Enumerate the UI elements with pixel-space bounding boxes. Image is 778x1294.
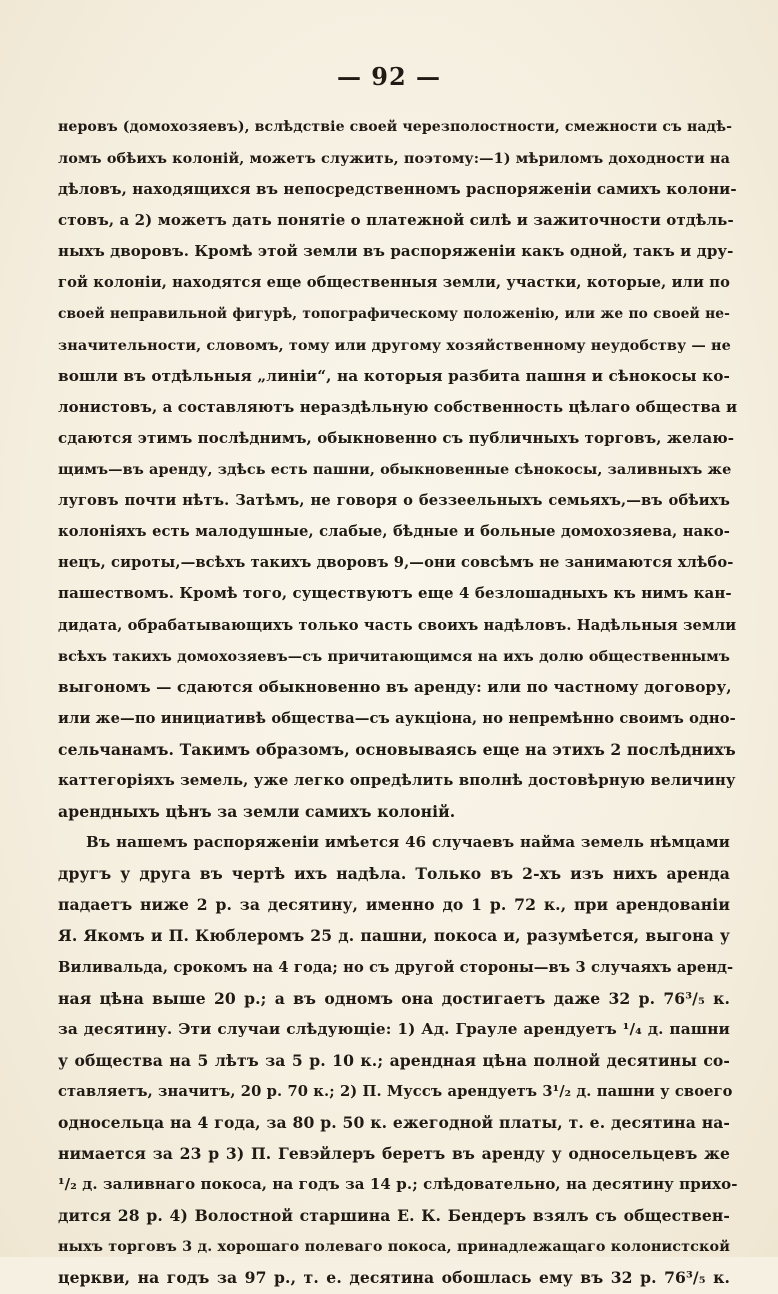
text-line: ныхъ дворовъ. Кромѣ этой земли въ распоряженіи какъ одной, такъ и дру-: [58, 242, 734, 261]
text-line: нимается за 23 р 3) П. Гевэйлеръ беретъ въ аренду у односельцевъ же: [58, 1144, 730, 1164]
page-number: — 92 —: [336, 62, 442, 91]
text-line: неровъ (домохозяевъ), вслѣдствіе своей черезполостности, смежности съ надѣ-: [58, 119, 733, 135]
text-line: ломъ обѣихъ колоній, можетъ служить, поэтому:—1) мѣриломъ доходности на: [58, 150, 730, 168]
text-line: выгономъ — сдаются обыкновенно въ аренду: или по частному договору,: [58, 677, 732, 696]
text-line: луговъ почти нѣтъ. Затѣмъ, не говоря о беззеельныхъ семьяхъ,—въ обѣихъ: [58, 492, 730, 510]
text-line: лонистовъ, а составляютъ нераздѣльную собственность цѣлаго общества и: [58, 397, 738, 416]
text-line: дидата, обрабатывающихъ только часть своихъ надѣловъ. Надѣльныя земли: [58, 616, 737, 634]
text-line: всѣхъ такихъ домохозяевъ—съ причитающимся на ихъ долю общественнымъ: [58, 647, 730, 665]
text-line: ¹/₂ д. заливнаго покоса, на годъ за 14 р.; слѣдовательно, на десятину прихо-: [58, 1175, 738, 1194]
text-line: стовъ, а 2) можетъ дать понятіе о платежной силѣ и зажиточности отдѣль-: [58, 211, 734, 230]
text-line: щимъ—въ аренду, здѣсь есть пашни, обыкновенные сѣнокосы, заливныхъ же: [58, 461, 732, 479]
text-line: Я. Якомъ и П. Кюблеромъ 25 д. пашни, покоса и, разумѣется, выгона у: [58, 926, 730, 946]
text-line: гой колоніи, находятся еще общественныя земли, участки, которые, или по: [58, 274, 730, 292]
text-line: пашествомъ. Кромѣ того, существуютъ еще 4 безлошадныхъ къ нимъ кан-: [58, 584, 732, 603]
text-line: или же—по инициативѣ общества—съ аукціона, но непремѣнно своимъ одно-: [58, 709, 736, 727]
text-line: за десятину. Эти случаи слѣдующіе: 1) Ад. Грауле арендуетъ ¹/₄ д. пашни: [58, 1019, 730, 1038]
text-line: колоніяхъ есть малодушные, слабые, бѣдные и больные домохозяева, нако-: [58, 523, 730, 541]
text-line: своей неправильной фигурѣ, топографическому положенію, или же по своей не-: [58, 305, 730, 322]
paragraph-1: [58, 112, 738, 827]
text-line: Виливальда, срокомъ на 4 года; но съ другой стороны—въ 3 случаяхъ аренд-: [58, 958, 734, 976]
text-line: односельца на 4 года, за 80 р. 50 к. ежегодной платы, т. е. десятина на-: [58, 1113, 730, 1132]
text-line: вошли въ отдѣльныя „линіи“, на которыя разбита пашня и сѣнокосы ко-: [58, 366, 730, 385]
body-text: [58, 112, 738, 1294]
text-line: Въ нашемъ распоряженіи имѣется 46 случаевъ найма земель нѣмцами: [86, 833, 730, 852]
text-line: ставляетъ, значитъ, 20 р. 70 к.; 2) П. Муссъ арендуетъ 3¹/₂ д. пашни у своего: [58, 1082, 733, 1100]
paragraph-2: [58, 827, 738, 1293]
text-line: другъ у друга въ чертѣ ихъ надѣла. Только въ 2-хъ изъ нихъ аренда: [58, 864, 730, 884]
text-line: ная цѣна выше 20 р.; а въ одномъ она достигаетъ даже 32 р. 76³/₅ к.: [58, 988, 730, 1008]
text-line: падаетъ ниже 2 р. за десятину, именно до 1 р. 72 к., при арендованіи: [58, 895, 730, 915]
text-line: значительности, словомъ, тому или другому хозяйственному неудобству — не: [58, 336, 731, 354]
text-line: каттегоріяхъ земель, уже легко опредѣлить вполнѣ достовѣрную величину: [58, 770, 736, 789]
text-line: арендныхъ цѣнъ за земли самихъ колоній.: [58, 802, 456, 822]
text-line: церкви, на годъ за 97 р., т. е. десятина обошлась ему въ 32 р. 76³/₅ к.: [58, 1268, 730, 1288]
text-line: дѣловъ, находящихся въ непосредственномъ распоряженіи самихъ колони-: [58, 180, 737, 199]
text-line: ныхъ торговъ 3 д. хорошаго полеваго покоса, принадлежащаго колонистской: [58, 1238, 730, 1256]
text-line: сельчанамъ. Такимъ образомъ, основываясь еще на этихъ 2 послѣднихъ: [58, 739, 736, 759]
text-line: нецъ, сироты,—всѣхъ такихъ дворовъ 9,—они совсѣмъ не занимаются хлѣбо-: [58, 554, 734, 572]
text-line: дится 28 р. 4) Волостной старшина Е. К. Бендеръ взялъ съ обществен-: [58, 1206, 730, 1226]
text-line: у общества на 5 лѣтъ за 5 р. 10 к.; арендная цѣна полной десятины со-: [58, 1050, 730, 1070]
text-line: сдаются этимъ послѣднимъ, обыкновенно съ публичныхъ торговъ, желаю-: [58, 428, 735, 447]
